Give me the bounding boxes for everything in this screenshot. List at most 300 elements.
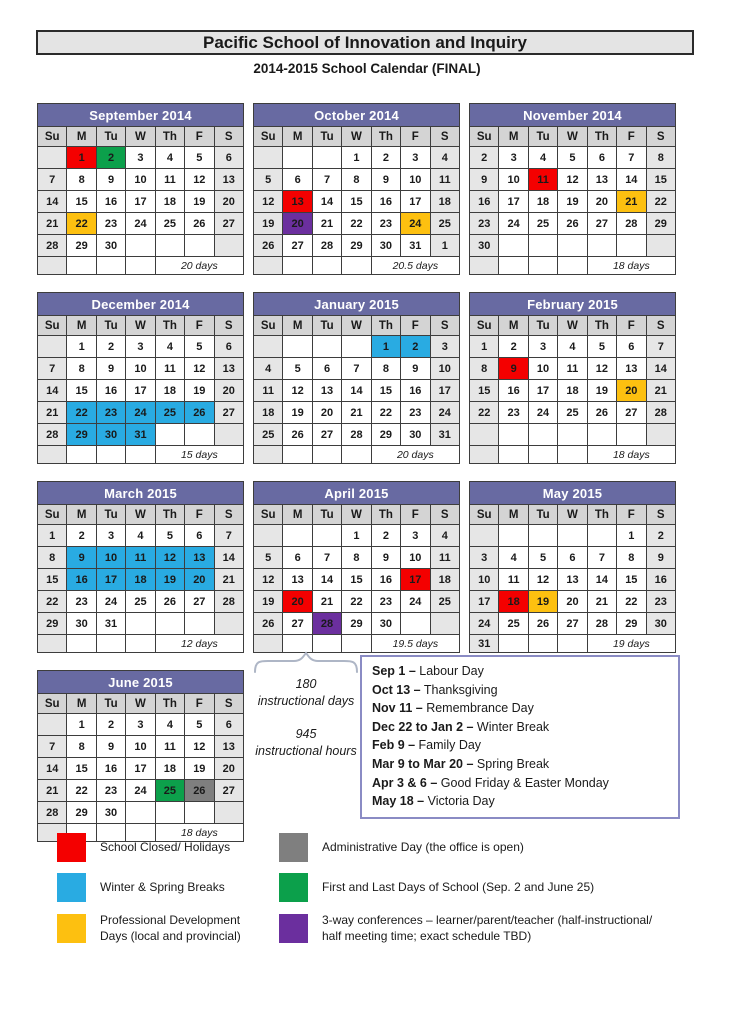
footer-day-cell [38, 257, 67, 275]
day-cell: 8 [67, 736, 96, 758]
month-title: December 2014 [38, 293, 244, 316]
day-cell: 26 [587, 402, 616, 424]
empty-cell [38, 714, 67, 736]
month-days-total: 12 days [155, 635, 243, 653]
day-cell: 17 [499, 191, 528, 213]
weekday-header: S [646, 127, 675, 147]
empty-cell [283, 336, 312, 358]
day-cell: 4 [254, 358, 283, 380]
instructional-hours-value: 945 [295, 727, 317, 741]
day-cell: 2 [646, 525, 675, 547]
legend-label: Professional Development Days (local and provincial) [100, 913, 241, 943]
day-cell: 9 [371, 547, 400, 569]
day-cell: 19 [185, 191, 214, 213]
day-cell: 5 [155, 525, 184, 547]
empty-cell [283, 525, 312, 547]
day-cell: 22 [67, 213, 96, 235]
weekday-header: W [342, 127, 371, 147]
day-cell: 18 [155, 758, 184, 780]
day-cell: 7 [38, 736, 67, 758]
weekday-header: Su [470, 505, 499, 525]
day-cell: 13 [283, 191, 312, 213]
day-cell: 9 [67, 547, 96, 569]
day-cell: 28 [214, 591, 243, 613]
day-cell: 16 [67, 569, 96, 591]
month-calendar-may-2015 [469, 481, 676, 653]
day-cell: 6 [283, 169, 312, 191]
day-cell: 24 [430, 402, 459, 424]
weekday-header: Th [155, 694, 184, 714]
day-cell: 2 [401, 336, 430, 358]
weekday-header: S [430, 505, 459, 525]
day-cell: 23 [646, 591, 675, 613]
day-cell: 4 [155, 147, 184, 169]
day-cell: 31 [126, 424, 155, 446]
day-cell: 4 [430, 147, 459, 169]
day-cell: 11 [528, 169, 557, 191]
day-cell: 3 [126, 714, 155, 736]
day-cell: 25 [430, 213, 459, 235]
empty-cell [155, 235, 184, 257]
day-cell: 17 [126, 758, 155, 780]
day-cell: 31 [401, 235, 430, 257]
day-cell: 17 [126, 191, 155, 213]
day-cell: 17 [96, 569, 125, 591]
empty-cell [38, 336, 67, 358]
weekday-header: Su [38, 127, 67, 147]
day-cell: 14 [214, 547, 243, 569]
day-cell: 1 [470, 336, 499, 358]
day-cell: 9 [96, 736, 125, 758]
day-cell: 2 [499, 336, 528, 358]
day-cell: 5 [185, 336, 214, 358]
weekday-header: Su [470, 316, 499, 336]
weekday-header: F [185, 127, 214, 147]
day-cell: 22 [470, 402, 499, 424]
footer-day-cell: 31 [470, 635, 499, 653]
day-cell: 26 [528, 613, 557, 635]
empty-cell [528, 525, 557, 547]
month-title: September 2014 [38, 104, 244, 127]
empty-cell [528, 257, 557, 275]
empty-cell [126, 235, 155, 257]
day-cell: 24 [401, 213, 430, 235]
day-cell: 3 [401, 525, 430, 547]
key-date-date: Oct 13 – [372, 682, 421, 697]
empty-cell [617, 235, 646, 257]
legend-label: School Closed/ Holidays [100, 839, 231, 854]
legend-label: Winter & Spring Breaks [100, 879, 225, 894]
day-cell: 11 [430, 169, 459, 191]
day-cell: 8 [371, 358, 400, 380]
day-cell: 7 [646, 336, 675, 358]
key-date-date: Sep 1 – [372, 664, 416, 678]
day-cell: 11 [430, 547, 459, 569]
day-cell: 21 [617, 191, 646, 213]
day-cell: 10 [499, 169, 528, 191]
day-cell: 12 [254, 569, 283, 591]
day-cell: 14 [617, 169, 646, 191]
weekday-header: W [342, 316, 371, 336]
day-cell: 28 [38, 235, 67, 257]
empty-cell [126, 613, 155, 635]
day-cell: 29 [342, 613, 371, 635]
day-cell: 3 [430, 336, 459, 358]
day-cell: 20 [558, 591, 587, 613]
day-cell: 20 [312, 402, 341, 424]
day-cell: 12 [185, 358, 214, 380]
day-cell: 25 [155, 213, 184, 235]
day-cell: 12 [528, 569, 557, 591]
month-days-total: 20.5 days [371, 257, 459, 275]
day-cell: 5 [283, 358, 312, 380]
day-cell: 27 [617, 402, 646, 424]
weekday-header: F [185, 694, 214, 714]
day-cell: 1 [342, 525, 371, 547]
weekday-header: F [617, 316, 646, 336]
key-date-desc: Labour Day [415, 664, 484, 678]
day-cell: 14 [342, 380, 371, 402]
month-calendar-january-2015 [253, 292, 460, 464]
month-calendar-september-2014 [37, 103, 244, 275]
weekday-header: Th [587, 316, 616, 336]
day-cell: 30 [67, 613, 96, 635]
day-cell: 26 [185, 780, 214, 802]
weekday-header: M [283, 505, 312, 525]
key-date-desc: Family Day [415, 738, 482, 753]
empty-cell [587, 424, 616, 446]
empty-cell [312, 257, 341, 275]
month-calendar-march-2015 [37, 481, 244, 653]
legend-item-professional-development-days [57, 913, 279, 944]
day-cell: 12 [558, 169, 587, 191]
month-title: January 2015 [254, 293, 460, 316]
day-cell: 21 [587, 591, 616, 613]
day-cell: 3 [126, 336, 155, 358]
day-cell: 22 [371, 402, 400, 424]
day-cell: 10 [401, 547, 430, 569]
empty-cell [254, 336, 283, 358]
day-cell: 19 [185, 380, 214, 402]
day-cell: 4 [126, 525, 155, 547]
weekday-header: Tu [528, 505, 557, 525]
empty-cell [470, 424, 499, 446]
day-cell: 25 [558, 402, 587, 424]
empty-cell [430, 613, 459, 635]
empty-cell [499, 424, 528, 446]
school-name-title-box [36, 30, 694, 55]
weekday-header: F [617, 505, 646, 525]
day-cell: 3 [126, 147, 155, 169]
key-date-desc: Winter Break [473, 719, 550, 734]
day-cell: 5 [254, 169, 283, 191]
school-closed-swatch [57, 833, 86, 862]
day-cell: 24 [96, 591, 125, 613]
day-cell: 25 [155, 402, 184, 424]
month-title: October 2014 [254, 104, 460, 127]
day-cell: 10 [96, 547, 125, 569]
empty-cell [587, 235, 616, 257]
day-cell: 12 [283, 380, 312, 402]
weekday-header: W [126, 316, 155, 336]
key-dates-box [360, 655, 680, 819]
month-title: February 2015 [470, 293, 676, 316]
day-cell: 29 [646, 213, 675, 235]
day-cell: 22 [38, 591, 67, 613]
day-cell: 25 [499, 613, 528, 635]
month-days-total: 20 days [371, 446, 459, 464]
day-cell: 28 [38, 802, 67, 824]
weekday-header: Tu [96, 505, 125, 525]
day-cell: 20 [587, 191, 616, 213]
month-title: November 2014 [470, 104, 676, 127]
day-cell: 18 [126, 569, 155, 591]
day-cell: 6 [283, 547, 312, 569]
day-cell: 7 [312, 169, 341, 191]
day-cell: 15 [38, 569, 67, 591]
weekday-header: Su [254, 316, 283, 336]
day-cell: 23 [96, 213, 125, 235]
day-cell: 1 [430, 235, 459, 257]
empty-cell [126, 802, 155, 824]
legend-item-administrative-day [279, 833, 705, 862]
day-cell: 10 [528, 358, 557, 380]
legend [57, 833, 705, 944]
day-cell: 9 [646, 547, 675, 569]
day-cell: 16 [96, 380, 125, 402]
key-date-item [372, 736, 670, 755]
day-cell: 2 [96, 147, 125, 169]
day-cell: 28 [587, 613, 616, 635]
weekday-header: M [67, 127, 96, 147]
day-cell: 30 [470, 235, 499, 257]
empty-cell [67, 257, 96, 275]
day-cell: 16 [499, 380, 528, 402]
day-cell: 20 [214, 380, 243, 402]
day-cell: 14 [312, 569, 341, 591]
empty-cell [283, 147, 312, 169]
day-cell: 5 [185, 147, 214, 169]
day-cell: 16 [371, 191, 400, 213]
weekday-header: Tu [528, 316, 557, 336]
day-cell: 8 [342, 547, 371, 569]
day-cell: 16 [401, 380, 430, 402]
instructional-days-value: 180 [295, 677, 317, 691]
winter-spring-breaks-swatch [57, 873, 86, 902]
day-cell: 27 [587, 213, 616, 235]
footer-day-cell [38, 635, 67, 653]
empty-cell [96, 257, 125, 275]
empty-cell [499, 257, 528, 275]
footer-day-cell [254, 446, 283, 464]
day-cell: 1 [67, 714, 96, 736]
day-cell: 22 [342, 213, 371, 235]
day-cell: 2 [371, 525, 400, 547]
day-cell: 7 [214, 525, 243, 547]
instructional-note [250, 650, 362, 776]
day-cell: 11 [254, 380, 283, 402]
day-cell: 19 [254, 213, 283, 235]
weekday-header: Su [38, 316, 67, 336]
day-cell: 23 [96, 402, 125, 424]
day-cell: 15 [371, 380, 400, 402]
empty-cell [126, 446, 155, 464]
empty-cell [155, 613, 184, 635]
footer-day-cell [254, 257, 283, 275]
day-cell: 3 [499, 147, 528, 169]
day-cell: 14 [38, 758, 67, 780]
weekday-header: W [126, 127, 155, 147]
day-cell: 1 [371, 336, 400, 358]
day-cell: 21 [312, 591, 341, 613]
day-cell: 14 [38, 191, 67, 213]
day-cell: 27 [312, 424, 341, 446]
key-date-item [372, 681, 670, 700]
day-cell: 23 [401, 402, 430, 424]
key-date-desc: Spring Break [473, 756, 550, 771]
day-cell: 17 [401, 569, 430, 591]
empty-cell [38, 147, 67, 169]
day-cell: 21 [38, 402, 67, 424]
weekday-header: Th [155, 505, 184, 525]
weekday-header: F [185, 505, 214, 525]
weekday-header: Th [371, 127, 400, 147]
day-cell: 8 [67, 358, 96, 380]
day-cell: 20 [617, 380, 646, 402]
day-cell: 26 [558, 213, 587, 235]
key-date-item [372, 718, 670, 737]
day-cell: 4 [528, 147, 557, 169]
day-cell: 2 [371, 147, 400, 169]
key-date-date: Dec 22 to Jan 2 – [372, 719, 474, 734]
weekday-header: S [430, 316, 459, 336]
day-cell: 24 [126, 780, 155, 802]
day-cell: 21 [38, 213, 67, 235]
day-cell: 29 [342, 235, 371, 257]
day-cell: 18 [430, 191, 459, 213]
day-cell: 13 [617, 358, 646, 380]
day-cell: 27 [283, 235, 312, 257]
instructional-days-label: instructional days [257, 694, 355, 708]
weekday-header: M [67, 316, 96, 336]
day-cell: 29 [67, 424, 96, 446]
day-cell: 1 [617, 525, 646, 547]
day-cell: 13 [558, 569, 587, 591]
day-cell: 8 [646, 147, 675, 169]
key-date-item [372, 755, 670, 774]
empty-cell [126, 257, 155, 275]
day-cell: 19 [254, 591, 283, 613]
day-cell: 21 [214, 569, 243, 591]
empty-cell [185, 802, 214, 824]
day-cell: 26 [254, 613, 283, 635]
day-cell: 15 [67, 191, 96, 213]
day-cell: 25 [126, 591, 155, 613]
day-cell: 2 [96, 714, 125, 736]
day-cell: 19 [283, 402, 312, 424]
day-cell: 1 [67, 147, 96, 169]
weekday-header: Tu [312, 316, 341, 336]
month-calendar-february-2015 [469, 292, 676, 464]
day-cell: 27 [283, 613, 312, 635]
day-cell: 30 [96, 424, 125, 446]
day-cell: 10 [430, 358, 459, 380]
month-days-total: 18 days [587, 446, 675, 464]
day-cell: 30 [96, 802, 125, 824]
weekday-header: M [283, 316, 312, 336]
day-cell: 7 [617, 147, 646, 169]
weekday-header: Th [587, 505, 616, 525]
day-cell: 25 [430, 591, 459, 613]
day-cell: 8 [38, 547, 67, 569]
empty-cell [283, 446, 312, 464]
footer-day-cell [470, 446, 499, 464]
empty-cell [126, 635, 155, 653]
empty-cell [96, 446, 125, 464]
day-cell: 27 [214, 213, 243, 235]
day-cell: 16 [371, 569, 400, 591]
day-cell: 17 [401, 191, 430, 213]
day-cell: 15 [342, 191, 371, 213]
weekday-header: M [499, 505, 528, 525]
day-cell: 14 [587, 569, 616, 591]
empty-cell [312, 147, 341, 169]
day-cell: 26 [254, 235, 283, 257]
day-cell: 11 [155, 169, 184, 191]
day-cell: 23 [371, 591, 400, 613]
day-cell: 7 [38, 169, 67, 191]
weekday-header: Su [470, 127, 499, 147]
empty-cell [646, 424, 675, 446]
day-cell: 1 [38, 525, 67, 547]
day-cell: 18 [528, 191, 557, 213]
month-title: May 2015 [470, 482, 676, 505]
day-cell: 14 [646, 358, 675, 380]
month-calendar-october-2014 [253, 103, 460, 275]
day-cell: 12 [587, 358, 616, 380]
day-cell: 22 [67, 402, 96, 424]
day-cell: 9 [96, 169, 125, 191]
day-cell: 19 [558, 191, 587, 213]
day-cell: 25 [254, 424, 283, 446]
administrative-day-swatch [279, 833, 308, 862]
day-cell: 11 [155, 736, 184, 758]
day-cell: 13 [283, 569, 312, 591]
empty-cell [470, 525, 499, 547]
day-cell: 15 [67, 380, 96, 402]
day-cell: 1 [67, 336, 96, 358]
weekday-header: M [283, 127, 312, 147]
weekday-header: M [67, 694, 96, 714]
weekday-header: S [646, 316, 675, 336]
empty-cell [528, 235, 557, 257]
day-cell: 31 [96, 613, 125, 635]
day-cell: 22 [617, 591, 646, 613]
day-cell: 3 [401, 147, 430, 169]
empty-cell [312, 336, 341, 358]
weekday-header: Th [155, 127, 184, 147]
legend-item-three-way-conferences [279, 913, 705, 944]
day-cell: 20 [214, 758, 243, 780]
day-cell: 18 [499, 591, 528, 613]
day-cell: 28 [617, 213, 646, 235]
key-date-item [372, 699, 670, 718]
legend-label: First and Last Days of School (Sep. 2 and June 25) [322, 879, 595, 894]
empty-cell [558, 525, 587, 547]
empty-cell [96, 635, 125, 653]
day-cell: 12 [185, 736, 214, 758]
legend-item-winter-spring-breaks [57, 873, 279, 902]
